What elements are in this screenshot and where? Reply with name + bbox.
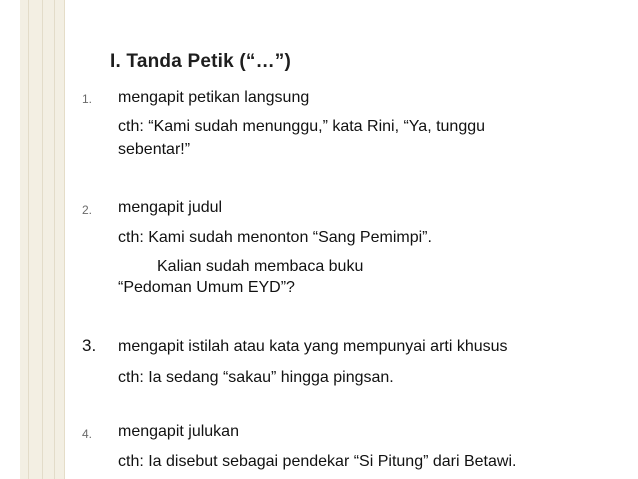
- slide-title: I. Tanda Petik (“…”): [110, 51, 292, 72]
- item-example-line: sebentar!”: [118, 141, 191, 158]
- item-heading: mengapit judul: [118, 199, 223, 216]
- item-number: 2.: [82, 203, 93, 217]
- item-number: 1.: [82, 92, 93, 106]
- item-heading: mengapit petikan langsung: [118, 89, 310, 106]
- item-example-line: cth: Ia sedang “sakau” hingga pingsan.: [118, 369, 394, 386]
- item-example-line: cth: “Kami sudah menunggu,” kata Rini, “Ya, tunggu: [118, 118, 486, 135]
- item-number: 4.: [82, 427, 93, 441]
- item-heading: mengapit istilah atau kata yang mempunyai arti khusus: [118, 338, 508, 355]
- item-example-line: cth: Kami sudah menonton “Sang Pemimpi”.: [118, 229, 432, 246]
- decorative-side-bar: [20, 0, 65, 479]
- item-example-line: cth: Ia disebut sebagai pendekar “Si Pitung” dari Betawi.: [118, 453, 517, 470]
- item-heading: mengapit julukan: [118, 423, 239, 440]
- item-example-line: Kalian sudah membaca buku: [157, 258, 364, 275]
- item-example-line: “Pedoman Umum EYD”?: [118, 279, 295, 296]
- item-number: 3.: [82, 336, 97, 355]
